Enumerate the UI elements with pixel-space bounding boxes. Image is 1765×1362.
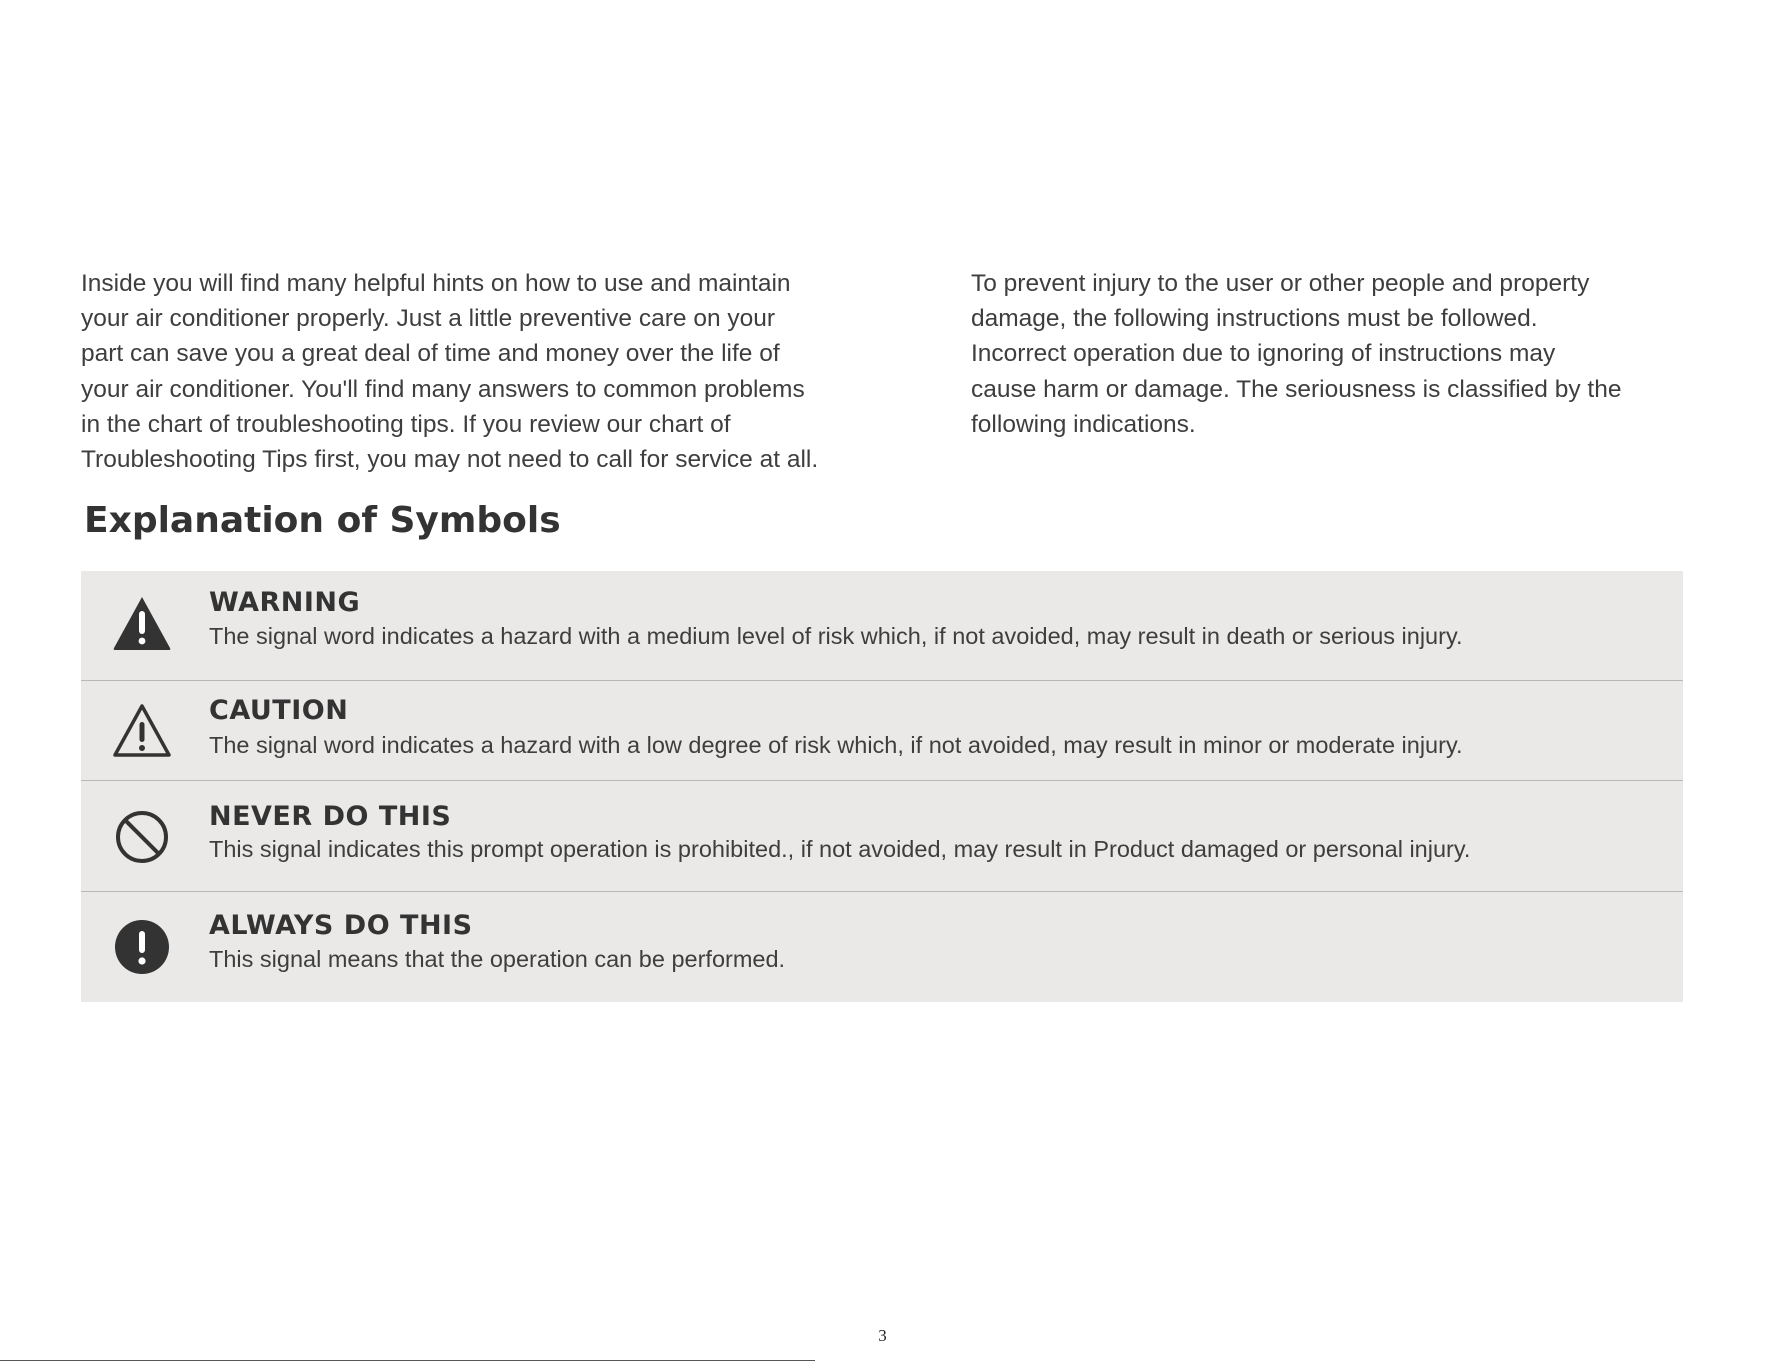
intro-left-paragraph: Inside you will find many helpful hints on how to use and maintain your air conditioner properly. Just a little preventive care on your part can save you a great deal of time and money over the life of your air conditioner. You'll find many answers to common problems in the chart of troubleshooting tips. If you review our chart of Troubleshooting Tips first, you may not need to call for service at all. [81,270,819,474]
symbol-description-never: This signal indicates this prompt operation is prohibited., if not avoided, may result in Product damaged or personal injury. [209,836,1471,862]
symbol-description-caution: The signal word indicates a hazard with a low degree of risk which, if not avoided, may result in minor or moderate injury. [209,732,1463,758]
symbol-description-always: This signal means that the operation can be performed. [209,946,786,972]
warning-filled-triangle-icon [111,591,173,653]
symbol-row-warning [81,571,1683,681]
mandatory-exclamation-circle-icon [111,916,173,978]
bottom-rule [0,1360,815,1361]
symbol-name-never: NEVER DO THIS [209,801,452,832]
symbol-name-caution: CAUTION [209,695,349,726]
section-title: Explanation of Symbols [84,500,561,541]
symbol-name-always: ALWAYS DO THIS [209,910,473,941]
symbols-panel [81,571,1683,1002]
symbol-row-always [81,892,1683,1002]
symbol-row-caution [81,681,1683,781]
symbol-row-never [81,781,1683,892]
caution-outline-triangle-icon [111,699,173,761]
intro-right-paragraph: To prevent injury to the user or other people and property damage, the following instructions must be followed. Incorrect operation due to ignoring of instructions may cause harm or damage. The seriousness is classified by the following indications. [971,270,1622,438]
symbol-name-warning: WARNING [209,587,361,618]
symbol-description-warning: The signal word indicates a hazard with a medium level of risk which, if not avoided, may result in death or serious injury. [209,623,1463,649]
prohibited-circle-icon [111,806,173,868]
page-number: 3 [878,1326,887,1345]
